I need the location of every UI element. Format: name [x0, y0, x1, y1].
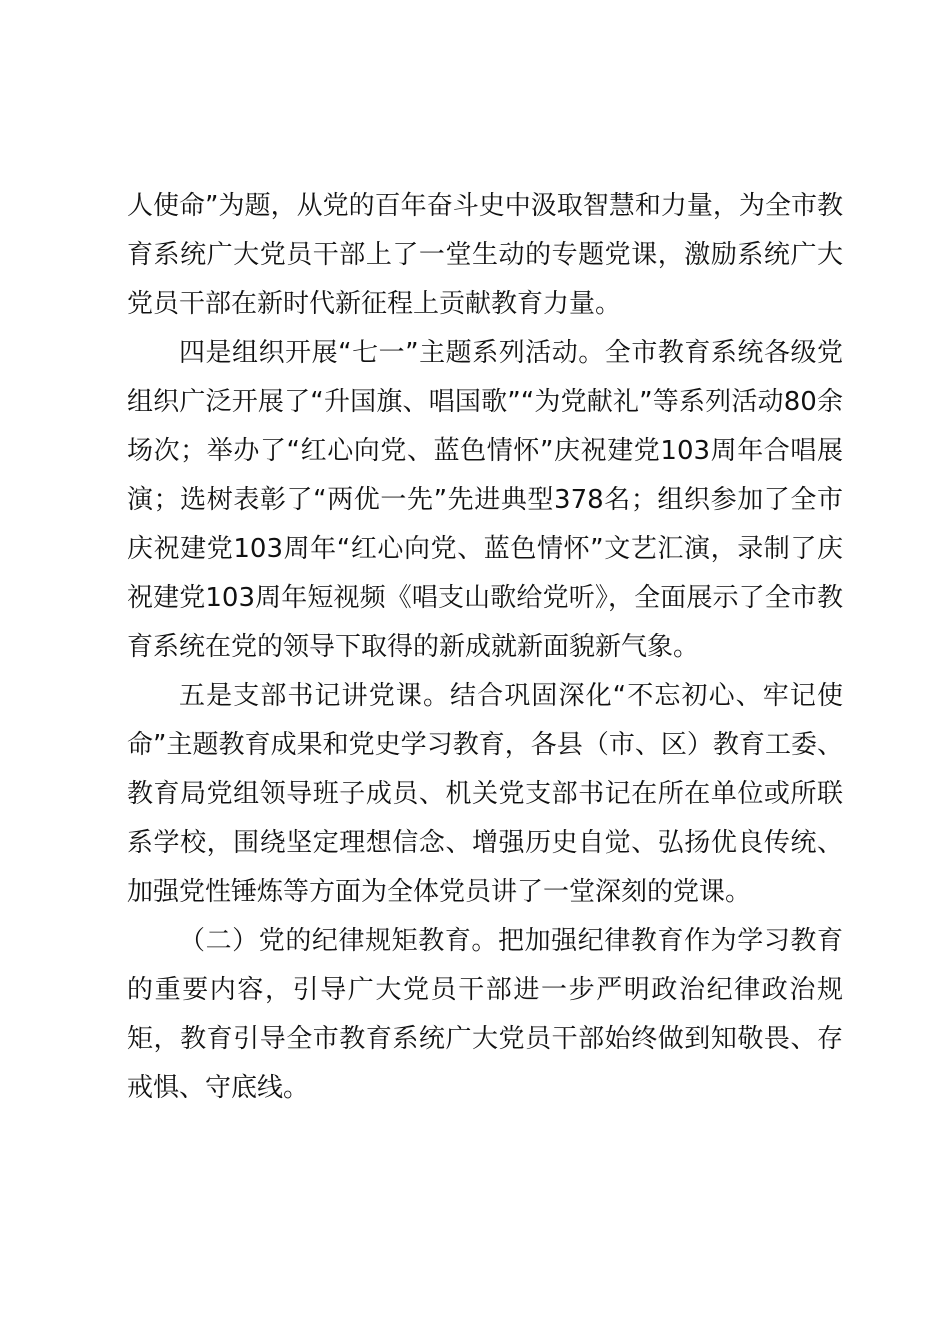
paragraph-discipline-education: （二）党的纪律规矩教育。把加强纪律教育作为学习教育的重要内容，引导广大党员干部进一步严明政治纪律政治规矩，教育引导全市教育系统广大党员干部始终做到知敬畏、存戒惧、守底线。	[127, 926, 843, 1103]
document-body	[127, 182, 843, 1113]
paragraph-continued: 人使命”为题，从党的百年奋斗史中汲取智慧和力量，为全市教育系统广大党员干部上了一堂生动的专题党课，激励系统广大党员干部在新时代新征程上贡献教育力量。	[127, 191, 843, 319]
paragraph-branch-secretary-lecture: 五是支部书记讲党课。结合巩固深化“不忘初心、牢记使命”主题教育成果和党史学习教育，各县（市、区）教育工委、教育局党组领导班子成员、机关党支部书记在所在单位或所联系学校，围绕坚定理想信念、增强历史自觉、弘扬优良传统、加强党性锤炼等方面为全体党员讲了一堂深刻的党课。	[127, 681, 843, 907]
paragraph-july-first-activities: 四是组织开展“七一”主题系列活动。全市教育系统各级党组织广泛开展了“升国旗、唱国歌”“为党献礼”等系列活动80余场次；举办了“红心向党、蓝色情怀”庆祝建党103周年合唱展演；选树表彰了“两优一先”先进典型378名；组织参加了全市庆祝建党103周年“红心向党、蓝色情怀”文艺汇演，录制了庆祝建党103周年短视频《唱支山歌给党听》，全面展示了全市教育系统在党的领导下取得的新成就新面貌新气象。	[127, 338, 843, 662]
